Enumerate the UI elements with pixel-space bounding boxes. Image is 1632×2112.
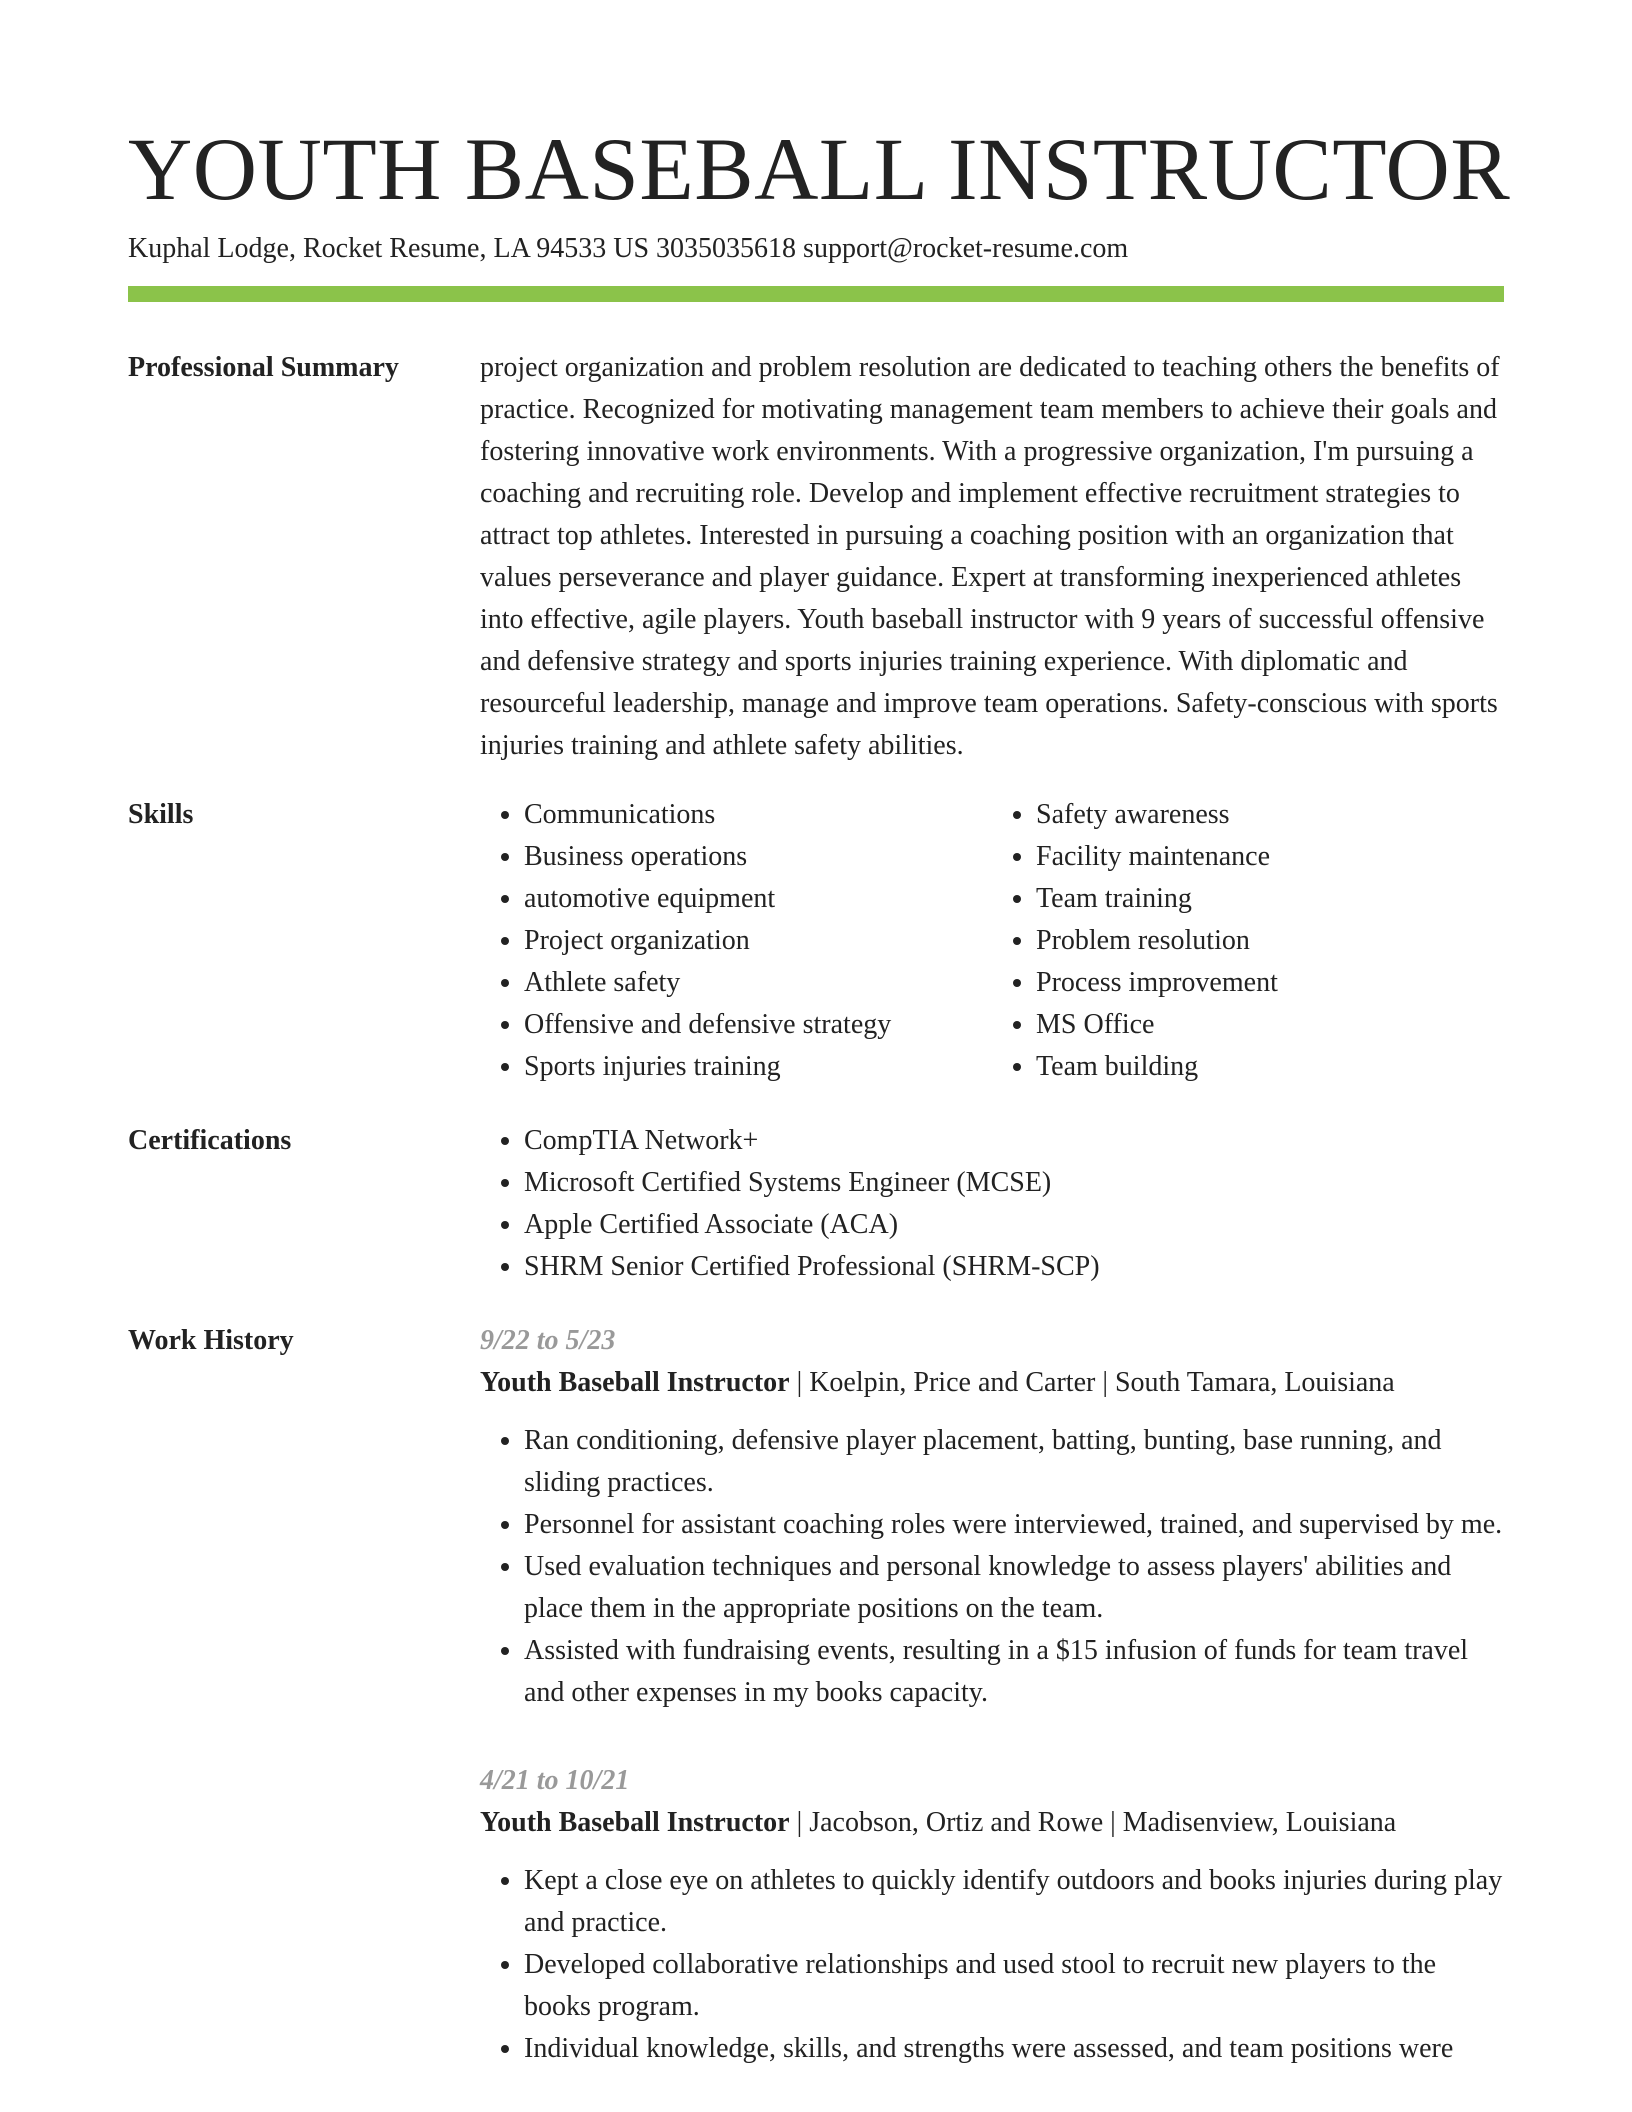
certification-item: • SHRM Senior Certified Professional (SHRM-SCP) [524, 1246, 1504, 1288]
skill-item: • Problem resolution [1036, 920, 1504, 962]
job-bullet: • Ran conditioning, defensive player placement, batting, bunting, base running, and sliding practices. [524, 1420, 1504, 1504]
certification-item: • CompTIA Network+ [524, 1120, 1504, 1162]
skill-item: • automotive equipment [524, 878, 992, 920]
job-bullet: • Used evaluation techniques and personal knowledge to assess players' abilities and place them in the appropriate positions on the team. [524, 1546, 1504, 1630]
skill-item: • Business operations [524, 836, 992, 878]
certifications-body [480, 1120, 1504, 1288]
skills-list-left [480, 794, 992, 1088]
job-bullet: • Personnel for assistant coaching roles were interviewed, trained, and supervised by me. [524, 1504, 1504, 1546]
skill-item: • Process improvement [1036, 962, 1504, 1004]
skill-item: • MS Office [1036, 1004, 1504, 1046]
skills-grid [480, 794, 1504, 1088]
job-bullet: • Developed collaborative relationships and used stool to recruit new players to the books program. [524, 1944, 1504, 2028]
certification-item: • Microsoft Certified Systems Engineer (MCSE) [524, 1162, 1504, 1204]
skill-item: • Project organization [524, 920, 992, 962]
job-bullets [480, 1420, 1504, 1714]
job-entry [480, 1760, 1504, 2070]
skill-item: • Team training [1036, 878, 1504, 920]
job-bullet: • Kept a close eye on athletes to quickly identify outdoors and books injuries during play and practice. [524, 1860, 1504, 1944]
skill-item: • Athlete safety [524, 962, 992, 1004]
job-title: Youth Baseball Instructor [480, 1367, 790, 1398]
certifications-label: Certifications [128, 1125, 292, 1156]
skill-item: • Offensive and defensive strategy [524, 1004, 992, 1046]
skill-item: • Sports injuries training [524, 1046, 992, 1088]
summary-body [480, 347, 1504, 767]
summary-text: project organization and problem resolution are dedicated to teaching others the benefits of practice. Recognized for motivating management team members to achieve their goals and fostering innovative work environments. With a progressive organization, I'm pursuing a coaching and recruiting role. Develop and implement effective recruitment strategies to attract top athletes. Interested in pursuing a coaching position with an organization that values perseverance and player guidance. Expert at transforming inexperienced athletes into effective, agile players. Youth baseball instructor with 9 years of successful offensive and defensive strategy and sports injuries training experience. With diplomatic and resourceful leadership, manage and improve team operations. Safety-conscious with sports injuries training and athlete safety abilities. [480, 352, 1500, 761]
job-entry [480, 1320, 1504, 1714]
job-company: Koelpin, Price and Carter [809, 1367, 1096, 1398]
skill-item: • Facility maintenance [1036, 836, 1504, 878]
job-separator: | [789, 1807, 810, 1838]
job-separator: | [1103, 1807, 1123, 1838]
job-separator: | [789, 1367, 810, 1398]
job-title: Youth Baseball Instructor [480, 1807, 790, 1838]
job-dates: 4/21 to 10/21 [480, 1765, 630, 1796]
job-bullets [480, 1860, 1504, 2070]
resume-title: YOUTH BASEBALL INSTRUCTOR [128, 121, 1511, 219]
work-history-body [480, 1320, 1504, 2070]
job-bullet: • Assisted with fundraising events, resulting in a $15 infusion of funds for team travel and other expenses in my books capacity. [524, 1630, 1504, 1714]
summary-label: Professional Summary [128, 352, 399, 383]
skills-label: Skills [128, 799, 194, 830]
skills-list-right [992, 794, 1504, 1088]
skill-item: • Safety awareness [1036, 794, 1504, 836]
job-separator: | [1095, 1367, 1115, 1398]
skill-item: • Communications [524, 794, 992, 836]
job-company: Jacobson, Ortiz and Rowe [809, 1807, 1104, 1838]
contact-line: Kuphal Lodge, Rocket Resume, LA 94533 US 3035035618 support@rocket-resume.com [128, 233, 1129, 264]
job-heading [480, 1802, 1504, 1844]
skill-item: • Team building [1036, 1046, 1504, 1088]
job-dates: 9/22 to 5/23 [480, 1325, 616, 1356]
work-history-label: Work History [128, 1325, 294, 1356]
job-heading [480, 1362, 1504, 1404]
certifications-list [480, 1120, 1504, 1288]
job-bullet: • Individual knowledge, skills, and strengths were assessed, and team positions were [524, 2028, 1504, 2070]
job-location: Madisenview, Louisiana [1122, 1807, 1397, 1838]
certification-item: • Apple Certified Associate (ACA) [524, 1204, 1504, 1246]
accent-divider [128, 286, 1504, 302]
job-location: South Tamara, Louisiana [1114, 1367, 1395, 1398]
